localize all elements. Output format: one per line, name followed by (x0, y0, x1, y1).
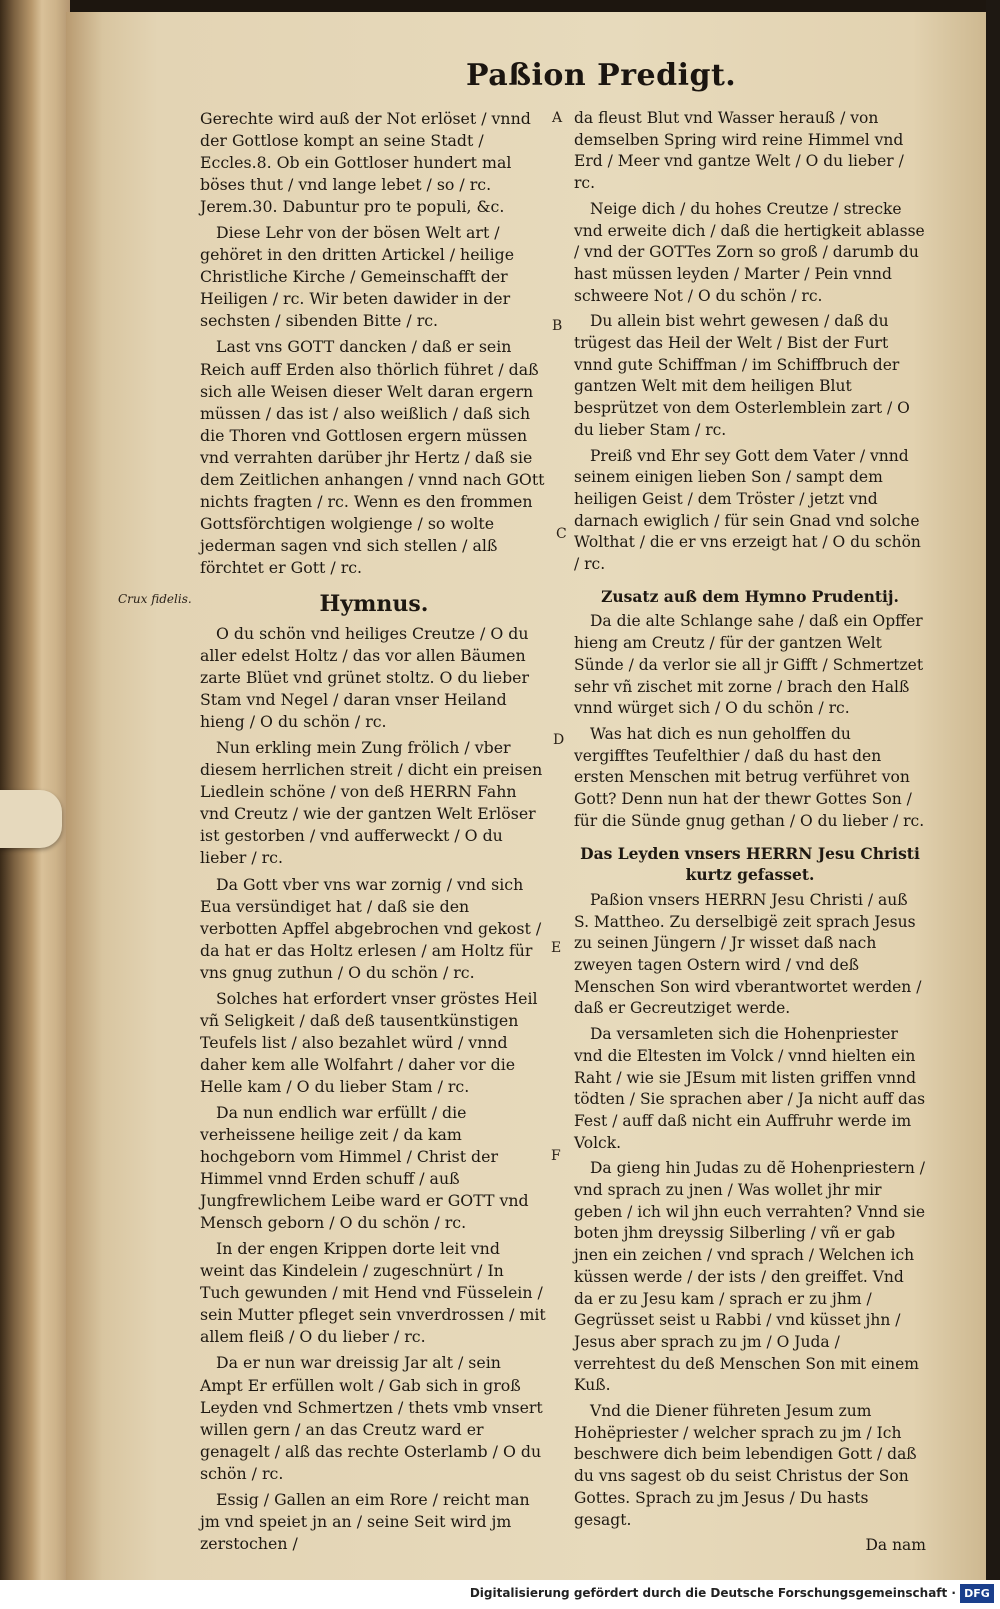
paragraph: Preiß vnd Ehr sey Gott dem Vater / vnnd seinem einigen lieben Son / sampt dem heiligen Geist / dem Tröster / jetzt vnd darnach ewiglich / für sein Gnad vnd solche Wolthat / die er vns erzeigt hat / O du schön / rc. (574, 446, 921, 574)
funding-credit: Digitalisierung gefördert durch die Deutsche Forschungsgemeinschaft · (469, 1586, 956, 1600)
paragraph: Paßion vnsers HERRN Jesu Christi / auß S. Mattheo. Zu derselbigë zeit sprach Jesus zu seinen Jüngern / Jr wisset daß nach zweyen tagen Ostern wird / vnd deß Menschen Son wird vberantwortet werden / daß er Gecreutziget werde. (574, 890, 922, 1018)
hymn-stanza: Solches hat erfordert vnser gröstes Heil vñ Seligkeit / daß deß tausentkünstigen Teufels list / also bezahlet würd / vnnd daher kem alle Wolfahrt / daher vor die Helle kam / O du lieber Stam / rc. (200, 988, 538, 1096)
section-mark-a: A (552, 110, 563, 126)
paragraph: Neige dich / du hohes Creutze / strecke vnd erweite dich / daß die hertigkeit ablasse / vnd der GOTTes Zorn so groß / darumb du hast müssen leyden / Marter / Pein vnnd schweere Not / O du schön / rc. (574, 199, 925, 305)
paragraph: Vnd die Diener führeten Jesum zum Hohëpriester / welcher sprach zu jm / Ich beschwere dich beim lebendigen Gott / daß du vns sagest ob du seist Christus der Son Gottes. Sprach zu jm Jesus / Du hasts gesagt. (574, 1402, 917, 1529)
leyden-heading: Das Leyden vnsers HERRN Jesu Christi kurtz gefasset. (580, 843, 920, 885)
digitization-footer (0, 1580, 1000, 1609)
hymnus-heading: Hymnus. (319, 590, 429, 617)
hymn-stanza: Da nun endlich war erfüllt / die verheissene heilige zeit / da kam hochgeborn vom Himmel / Christ der Himmel vnnd Erden schuff / auß Jungfrewlichem Leibe ward er GOTT vnd Mensch geborn / O du schön / rc. (200, 1102, 529, 1233)
hymn-stanza: Da er nun war dreissig Jar alt / sein Ampt Er erfüllen wolt / Gab sich in groß Leyden vnd Schmertzen / thets vmb vnsert willen gern / an das Creutz ward er genagelt / alß das rechte Osterlamb / O du schön / rc. (200, 1353, 543, 1483)
hymn-stanza: In der engen Krippen dorte leit vnd weint das Kindelein / zugeschnürt / In Tuch gewunden / mit Hend vnd Füsselein / sein Mutter pfleget sein vnverdrossen / mit allem fleiß / O du lieber / rc. (200, 1239, 546, 1347)
hymn-stanza: Essig / Gallen an eim Rore / reicht man jm vnd speiet jn an / seine Seit wird jm zerstochen / (200, 1489, 530, 1553)
section-mark-d: D (553, 732, 565, 748)
section-mark-b: B (552, 318, 563, 334)
scan-background-top (0, 0, 1000, 12)
right-column (574, 108, 926, 1561)
paragraph: Du allein bist wehrt gewesen / daß du trügest das Heil der Welt / Bist der Furt vnnd gute Schiffman / im Schiffbruch der gantzen Welt mit dem heiligen Blut besprützet von dem Osterlemblein zart / O du lieber Stam / rc. (574, 312, 910, 439)
page-clip (0, 790, 62, 848)
running-header: Paßion Predigt. (466, 58, 737, 93)
catchword: Da nam (865, 1536, 926, 1555)
zusatz-heading: Zusatz auß dem Hymno Prudentij. (601, 586, 899, 606)
marginal-note: Crux fidelis. (118, 592, 192, 606)
paragraph: Last vns GOTT dancken / daß er sein Reich auff Erden also thörlich führet / daß sich alle Weisen dieser Welt daran ergern müssen / das ist / also weißlich / daß sich die Thoren vnd Gottlosen ergern müssen vnd verrahten darüber jhr Hertz / daß sie dem Zeitlichen anhangen / vnnd nach GOtt nichts fragten / rc. Wenn es den frommen Gottsförchtigen wolgienge / so wolte jederman sagen vnd sich stellen / alß förchtet er Gott / rc. (200, 337, 545, 577)
dfg-logo-icon: DFG (960, 1584, 994, 1603)
hymn-stanza: Da Gott vber vns war zornig / vnd sich Eua versündiget hat / daß sie den verbotten Apffel abgebrochen vnd gekost / da hat er das Holtz erlesen / am Holtz für vns gnug zuthun / O du schön / rc. (200, 874, 542, 982)
section-mark-c: C (556, 526, 567, 542)
paragraph: Gerechte wird auß der Not erlöset / vnnd der Gottlose kompt an seine Stadt / Eccles.8. Ob ein Gottloser hundert mal böses thut / vnd lange lebet / so / rc. Jerem.30. Dabuntur pro te populi, &c. (200, 109, 531, 217)
paragraph: Da die alte Schlange sahe / daß ein Opffer hieng am Creutz / für der gantzen Welt Sünde / da verlor sie all jr Gifft / Schmertzet sehr vñ zischet mit zorne / brach den Halß vnnd würget sich / O du schön / rc. (574, 612, 924, 718)
hymn-stanza: Nun erkling mein Zung frölich / vber diesem herrlichen streit / dicht ein preisen Liedlein schöne / von deß HERRN Fahn vnd Creutz / wie der gantzen Welt Erlöser ist gestorben / vnd aufferweckt / O du lieber / rc. (200, 738, 543, 868)
paragraph: Da versamleten sich die Hohenpriester vnd die Eltesten im Volck / vnnd hielten ein Raht / wie sie JEsum mit listen griffen vnnd tödten / Sie sprachen aber / Ja nicht auff das Fest / auff daß nicht ein Auffruhr werde im Volck. (574, 1025, 926, 1152)
paragraph: Da gieng hin Judas zu dẽ Hohenpriestern / vnd sprach zu jnen / Was wollet jhr mir geben / ich wil jhn euch verrahten? Vnnd sie boten jhm dreyssig Silberling / vñ er gab jnen ein zeichen / vnd sprach / Welchen ich küssen werde / der ists / den greiffet. Vnd da er zu Jesu kam / sprach er zu jhm / Gegrüsset seist u Rabbi / vnd küsset jhn / Jesus aber sprach zu jm / O Juda / verrehtest du deß Menschen Son mit einem Kuß. (574, 1159, 926, 1395)
paragraph: Diese Lehr von der bösen Welt art / gehöret in den dritten Artickel / heilige Christliche Kirche / Gemeinschafft der Heiligen / rc. Wir beten dawider in der sechsten / sibenden Bitte / rc. (200, 223, 515, 331)
left-column (200, 108, 548, 1559)
scan-background-right (986, 0, 1000, 1609)
hymn-stanza: O du schön vnd heiliges Creutze / O du aller edelst Holtz / das vor allen Bäumen zarte Blüet vnd grünet stoltz. O du lieber Stam vnd Negel / daran vnser Heiland hieng / O du schön / rc. (200, 623, 530, 732)
section-mark-e: E (551, 940, 562, 956)
paragraph: da fleust Blut vnd Wasser herauß / von demselben Spring wird reine Himmel vnd Erd / Meer vnd gantze Welt / O du lieber / rc. (574, 109, 904, 193)
paragraph: Was hat dich es nun geholffen du vergifftes Teufelthier / daß du hast den ersten Menschen mit betrug verführet von Gott? Denn nun hat der thewr Gottes Son / für die Sünde gnug gethan / O du lieber / rc. (574, 724, 925, 830)
section-mark-f: F (551, 1148, 561, 1164)
